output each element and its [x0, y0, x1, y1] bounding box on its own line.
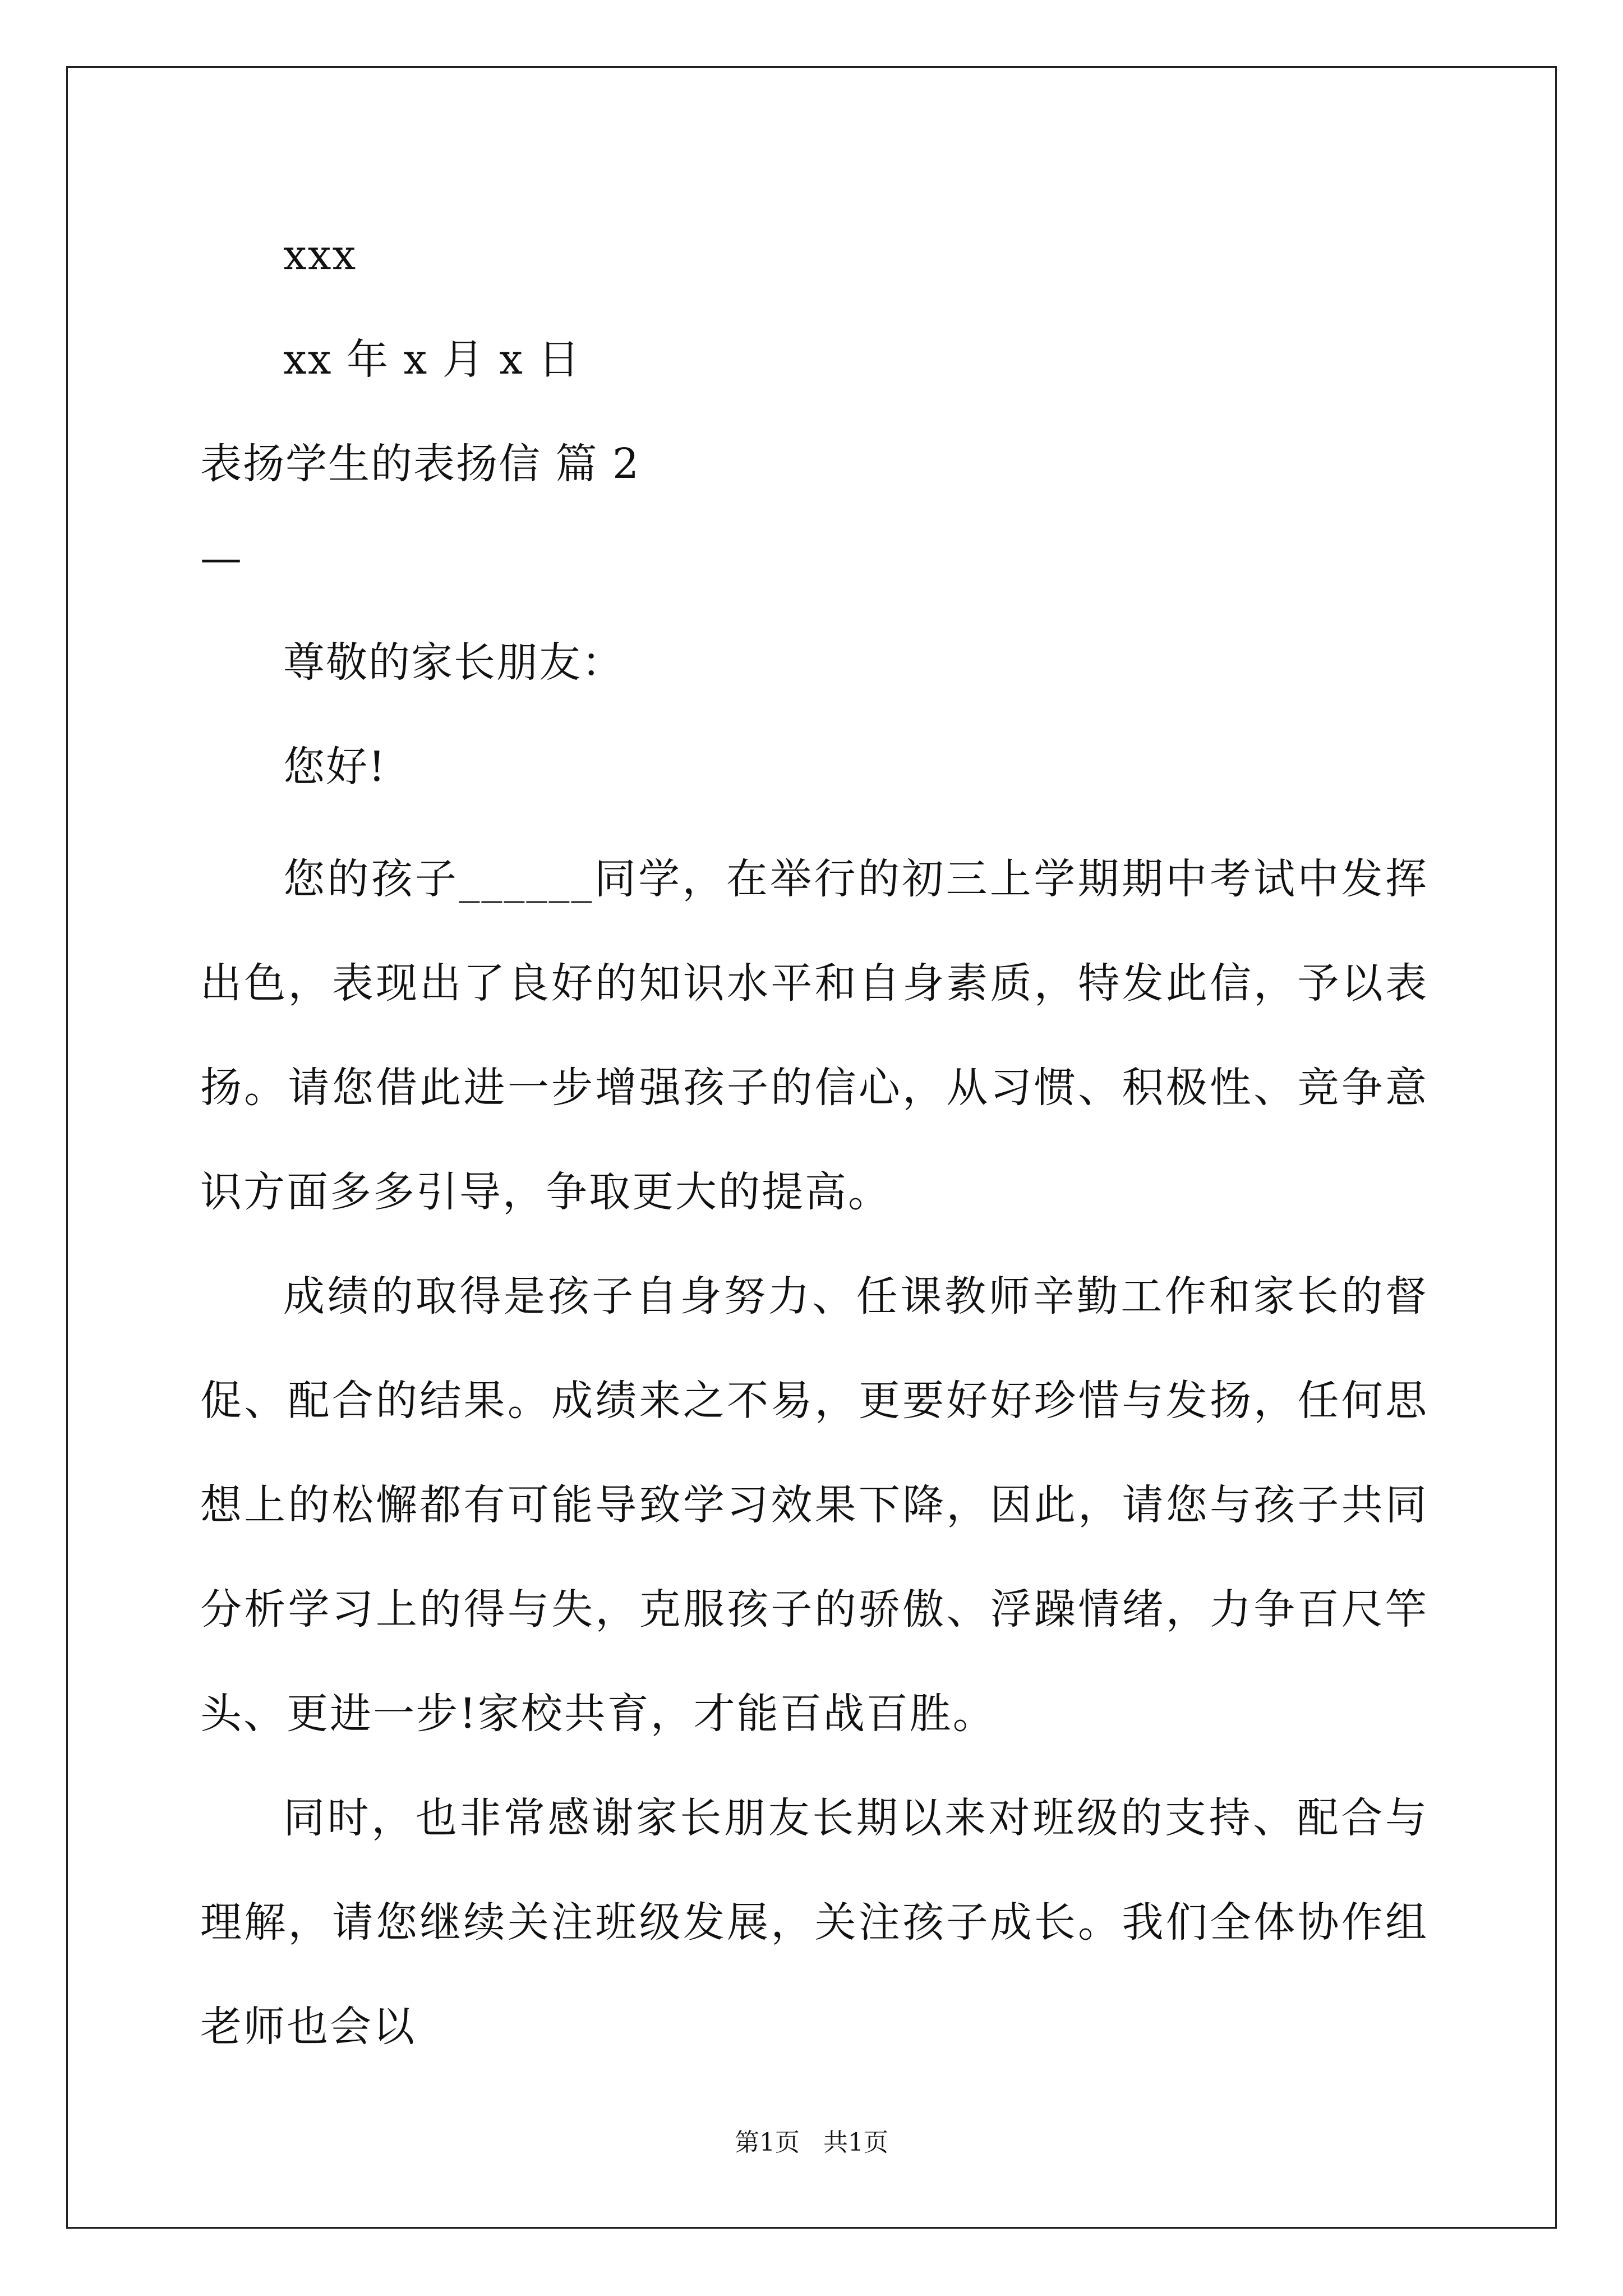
letter-paragraph-2: 成绩的取得是孩子自身努力、任课教师辛勤工作和家长的督促、配合的结果。成绩来之不易，更要好好珍惜与发扬，任何思想上的松懈都有可能导致学习效果下降，因此，请您与孩子共同分析学习上的得与失，克服孩子的骄傲、浮躁情绪，力争百尺竿头、更进一步!家校共育，才能百战百胜。: [200, 1272, 1428, 1738]
letter-paragraph-3: 同时，也非常感谢家长朋友长期以来对班级的支持、配合与理解，请您继续关注班级发展，关注孩子成长。我们全体协作组老师也会以: [200, 1794, 1428, 2051]
signature-date: xx 年 x 月 x 日: [283, 335, 581, 384]
page-number: 第1页 共1页: [735, 2128, 888, 2157]
document-body: [200, 224, 1428, 2079]
letter-paragraph-1: 您的孩子______同学，在举行的初三上学期期中考试中发挥出色，表现出了良好的知识水平和自身素质，特发此信，予以表扬。请您借此进一步增强孩子的信心，从习惯、积极性、竞争意识方面多多引导，争取更大的提高。: [200, 855, 1428, 1216]
signature-name: xxx: [283, 231, 357, 279]
letter-salutation: 尊敬的家长朋友：: [283, 638, 624, 687]
letter-greeting: 您好!: [283, 743, 386, 791]
section-marker: —: [200, 534, 243, 582]
section-title: 表扬学生的表扬信 篇 2: [200, 440, 640, 488]
